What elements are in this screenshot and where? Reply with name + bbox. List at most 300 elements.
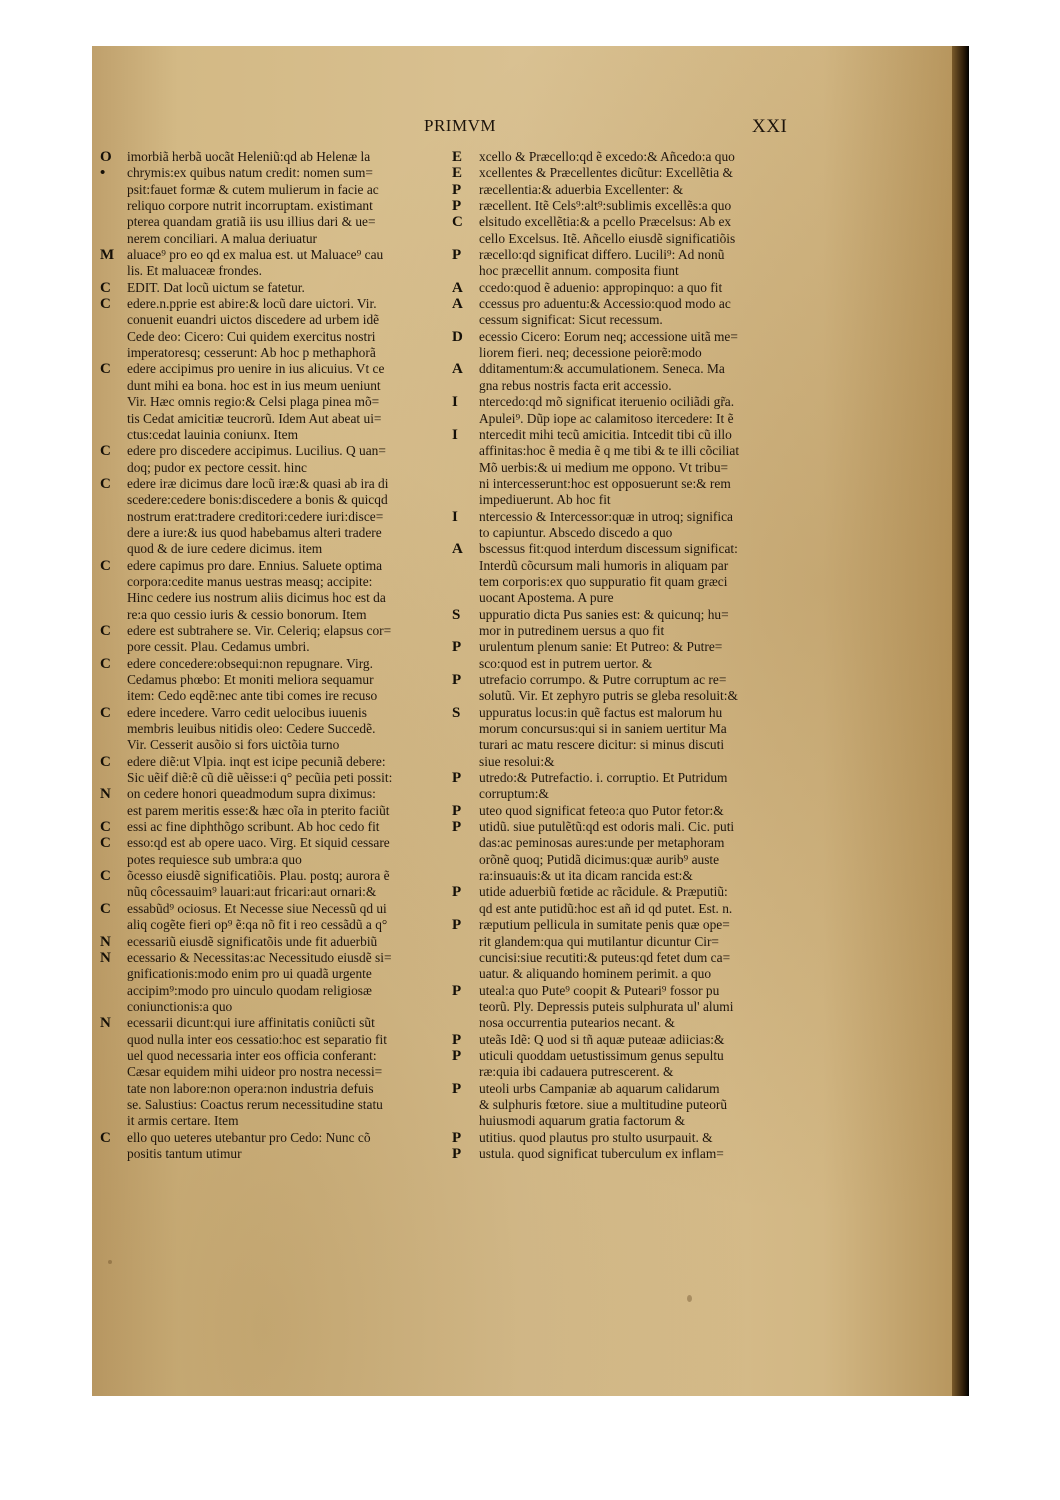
line-text: gna rebus nostris facta erit accessio. (479, 377, 672, 393)
line-text: edere incedere. Varro cedit uelocibus iuuenis (127, 704, 367, 720)
line-text: membris leuibus nitidis oleo: Cedere Succedẽ. (127, 721, 376, 737)
text-line (452, 934, 802, 950)
entry-initial: E (452, 165, 463, 182)
entry-initial: C (100, 475, 111, 492)
entry-initial: A (452, 279, 463, 296)
line-text: ni intercesserunt:hoc est opposuerunt se:& rem (479, 475, 731, 491)
line-text: xcellentes & Præcellentes dicũtur: Excellẽtia & (479, 165, 733, 181)
line-text: edere diẽ:ut Vlpia. inqt est icipe pecuniã debere: (127, 753, 386, 769)
text-line (452, 950, 802, 966)
entry-initial: A (452, 361, 463, 378)
text-line (100, 884, 445, 900)
entry-initial: D (452, 328, 463, 345)
text-line (100, 868, 445, 884)
text-line (452, 345, 802, 361)
entry-initial: P (452, 1031, 462, 1048)
text-line (452, 656, 802, 672)
line-text: liorem fieri. neq; decessione peiorẽ:modo (479, 345, 702, 361)
text-line (452, 443, 802, 459)
line-text: corpora:cedite manus uestras measq; accipite: (127, 573, 373, 589)
entry-initial: P (452, 672, 462, 688)
line-text: scedere:cedere bonis:discedere a bonis & quicqd (127, 492, 388, 508)
entry-initial: C (100, 1129, 111, 1146)
entry-initial: C (100, 835, 111, 852)
line-text: essi ac fine diphthõgo scribunt. Ab hoc cedo fit (127, 819, 380, 835)
line-text: urulentum plenum sanie: Et Putreo: & Putre= (479, 639, 723, 655)
line-text: ntercedit mihi tecũ amicitia. Intcedit tibi cũ illo (479, 426, 732, 442)
line-text: & sulphuris fœtore. siue a multitudine puteorũ (479, 1096, 728, 1112)
text-line (452, 819, 802, 835)
text-line (452, 754, 802, 770)
text-line (100, 966, 445, 982)
line-text: teorũ. Ply. Depressis puteis sulphurata ul' alumi (479, 998, 734, 1014)
entry-initial: C (100, 655, 111, 672)
entry-initial: P (452, 917, 462, 934)
text-line (100, 525, 445, 541)
text-line (452, 672, 802, 688)
text-line (100, 1097, 445, 1113)
line-text: utitius. quod plautus pro stulto usurpauit. & (479, 1129, 713, 1145)
line-text: edere pro discedere accipimus. Lucilius. Q uan= (127, 443, 386, 459)
text-line (100, 835, 445, 851)
text-line (100, 819, 445, 835)
text-line (452, 149, 802, 165)
line-text: cello Excelsus. Itẽ. Añcello eiusdẽ significatiõis (479, 230, 736, 246)
text-line (100, 1032, 445, 1048)
text-line (452, 1146, 802, 1162)
line-text: solutũ. Vir. Et zephyro putris se gleba resoluit:& (479, 688, 738, 704)
line-text: dere a iure:& ius quod habebamus alteri tradere (127, 524, 382, 540)
line-text: cessum significat: Sicut recessum. (479, 312, 663, 328)
text-line (100, 950, 445, 966)
line-text: corruptum:& (479, 786, 549, 802)
line-text: nũq côcessauim⁹ lauari:aut fricari:aut ornari:& (127, 884, 377, 900)
text-line (452, 574, 802, 590)
line-text: nerem conciliari. A malua deriuatur (127, 230, 317, 246)
text-line (452, 378, 802, 394)
line-text: ræ:quia ibi cadauera putrescerent. & (479, 1064, 674, 1080)
line-text: accipim⁹:modo pro uinculo quodam religiosæ (127, 982, 372, 998)
line-text: õcesso eiusdẽ significatiõis. Plau. postq; aurora ẽ (127, 868, 390, 884)
text-line (100, 737, 445, 753)
text-line (452, 1064, 802, 1080)
text-line (100, 705, 445, 721)
line-text: aliq cogẽte fieri op⁹ ẽ:qa nõ fit i reo cessãdũ a q° (127, 917, 388, 933)
text-line (452, 999, 802, 1015)
line-text: ecessariũ eiusdẽ significatõis unde fit aduerbiũ (127, 933, 378, 949)
entry-initial: I (452, 426, 458, 443)
line-text: chrymis:ex quibus natum credit: nomen sum= (127, 165, 373, 181)
entry-initial: I (452, 394, 458, 411)
text-line (452, 835, 802, 851)
line-text: uteo quod significat feteo:a quo Putor fetor:& (479, 802, 724, 818)
text-line (100, 296, 445, 312)
entry-initial: P (452, 1080, 462, 1097)
text-line (100, 1064, 445, 1080)
line-text: affinitas:hoc ẽ media ẽ q me tibi & te illi cõciliat (479, 443, 740, 459)
entry-initial: P (452, 1047, 462, 1064)
line-text: Interdũ cõcursum mali humoris in aliquam par (479, 557, 729, 573)
entry-initial: E (452, 149, 463, 165)
text-line (452, 182, 802, 198)
text-line (100, 803, 445, 819)
entry-initial: C (100, 557, 111, 574)
line-text: ccessus pro aduentu:& Accessio:quod modo ac (479, 296, 731, 312)
line-text: Cedamus phœbo: Et moniti meliora sequamur (127, 672, 374, 687)
text-line (100, 427, 445, 443)
entry-initial: S (452, 606, 461, 623)
text-line (100, 1146, 445, 1162)
line-text: uatur. & aliquando hominem perimit. a quo (479, 966, 712, 982)
line-text: ccedo:quod ẽ aduenio: appropinquo: a quo fit (479, 279, 723, 295)
text-line (100, 901, 445, 917)
text-line (100, 574, 445, 590)
line-text: dditamentum:& accumulationem. Seneca. Ma (479, 361, 725, 377)
entry-initial: C (100, 279, 111, 296)
text-line (100, 1081, 445, 1097)
text-line (100, 443, 445, 459)
text-line (100, 476, 445, 492)
ink-spot (687, 1295, 692, 1302)
text-line (100, 198, 445, 214)
line-text: tate non labore:non opera:non industria defuis (127, 1080, 374, 1096)
text-line (100, 607, 445, 623)
line-text: siue resolui:& (479, 753, 555, 769)
entry-initial: P (452, 1145, 462, 1162)
text-line (100, 721, 445, 737)
line-text: Vir. Cesserit ausõio si fors uictõia turno (127, 737, 340, 753)
line-text: re:a quo cessio iuris & cessio bonorum. Item (127, 606, 367, 622)
text-line (452, 198, 802, 214)
line-text: uppuratus locus:in quẽ factus est malorum hu (479, 704, 723, 720)
text-line (100, 231, 445, 247)
text-line (100, 786, 445, 802)
line-text: EDIT. Dat locũ uictum se fatetur. (127, 279, 305, 295)
line-text: Vir. Hæc omnis regio:& Celsi plaga pinea mõ= (127, 394, 380, 410)
line-text: to capiuntur. Abscedo discedo a quo (479, 524, 673, 540)
line-text: ecessarii dicunt:qui iure affinitatis coniũcti sũt (127, 1015, 375, 1031)
line-text: est parem meritis esse:& hæc oĩa in pterito faciũt (127, 802, 390, 818)
line-text: mor in putredinem uersus a quo fit (479, 622, 665, 638)
text-line (452, 231, 802, 247)
entry-initial: A (452, 296, 463, 313)
text-line (452, 803, 802, 819)
line-text: it armis certare. Item (127, 1113, 239, 1129)
line-text: ræputium pellicula in sumitate penis quæ ope= (479, 917, 730, 933)
text-line (452, 1130, 802, 1146)
text-line (100, 1015, 445, 1031)
line-text: utide aduerbiũ fœtide ac rãcidule. & Præputiũ: (479, 884, 728, 900)
text-line (452, 917, 802, 933)
left-column (100, 149, 445, 1162)
line-text: utredo:& Putrefactio. i. corruptio. Et Putridum (479, 770, 728, 786)
text-line (452, 558, 802, 574)
running-head: PRIMVM (424, 116, 496, 135)
text-line (100, 394, 445, 410)
text-line (100, 149, 445, 165)
scanned-page (92, 46, 969, 1396)
text-line (100, 917, 445, 933)
text-line (452, 623, 802, 639)
entry-initial: N (100, 949, 111, 966)
entry-initial: C (100, 296, 111, 313)
entry-initial: C (100, 900, 111, 917)
line-text: rit glandem:qua qui mutilantur dicuntur Cir= (479, 933, 719, 949)
line-text: item: Cedo eqdẽ:nec ante tibi comes ire recuso (127, 688, 378, 704)
line-text: imperatoresq; cesserunt: Ab hoc p methaphorã (127, 345, 376, 361)
right-column (452, 149, 802, 1162)
line-text: utidũ. siue putulẽtũ:qd est odoris mali. Cic. puti (479, 819, 735, 835)
text-line (452, 460, 802, 476)
line-text: Hinc cedere ius nostrum aliis dicimus hoc est da (127, 590, 386, 606)
line-text: edere.n.pprie est abire:& locũ dare uictori. Vir. (127, 296, 377, 312)
line-text: elsitudo excellẽtia:& a pcello Præcelsus: Ab ex (479, 214, 732, 230)
line-text: pore cessit. Plau. Cedamus umbri. (127, 639, 310, 655)
line-text: imorbiã herbã uocãt Heleniũ:qd ab Helenæ la (127, 149, 371, 164)
line-text: orõnẽ quoq; Putidã dicimus:quæ aurib⁹ auste (479, 851, 720, 867)
text-line (100, 247, 445, 263)
line-text: qd est ante putidũ:hoc est añ id qd putet. Est. n. (479, 900, 733, 916)
text-line (452, 639, 802, 655)
entry-initial: • (100, 165, 106, 182)
entry-initial: C (100, 361, 111, 378)
text-line (452, 280, 802, 296)
text-line (100, 280, 445, 296)
line-text: uteãs Idẽ: Q uod si tñ aquæ puteaæ adiicias:& (479, 1031, 725, 1047)
text-line (452, 361, 802, 377)
text-line (452, 263, 802, 279)
entry-initial: N (100, 933, 111, 950)
line-text: positis tantum utimur (127, 1145, 242, 1161)
text-line (452, 770, 802, 786)
line-text: morum concursus:qui si in saniem uertitur Ma (479, 721, 727, 737)
text-line (452, 476, 802, 492)
entry-initial: O (100, 149, 112, 165)
text-line (452, 427, 802, 443)
line-text: edere accipimus pro uenire in ius alicuius. Vt ce (127, 361, 385, 377)
line-text: uteal:a quo Pute⁹ coopit & Puteari⁹ fossor pu (479, 982, 720, 998)
line-text: ecessio Cicero: Eorum neq; accessione uitã me= (479, 328, 738, 344)
text-line (100, 492, 445, 508)
line-text: conuenit euandri uictos discedere ad urbem idẽ (127, 312, 380, 328)
text-line (100, 770, 445, 786)
text-line (100, 1048, 445, 1064)
text-line (452, 868, 802, 884)
text-line (452, 1081, 802, 1097)
text-line (100, 329, 445, 345)
entry-initial: A (452, 541, 463, 558)
text-line (100, 312, 445, 328)
line-text: uppuratio dicta Pus sanies est: & quicunq; hu= (479, 606, 729, 622)
text-line (100, 361, 445, 377)
line-text: edere capimus pro dare. Ennius. Saluete optima (127, 557, 383, 573)
line-text: lis. Et maluaceæ frondes. (127, 263, 262, 279)
line-text: sco:quod est in putrem uertor. & (479, 655, 653, 671)
line-text: edere concedere:obsequi:non repugnare. Virg. (127, 655, 373, 671)
line-text: edere iræ dicimus dare locũ iræ:& quasi ab ira di (127, 475, 389, 491)
line-text: uticuli quoddam uetustissimum genus sepultu (479, 1047, 724, 1063)
entry-initial: P (452, 770, 462, 787)
text-line (452, 983, 802, 999)
text-line (452, 247, 802, 263)
text-line (452, 590, 802, 606)
line-text: ræcello:qd significat differo. Lucili⁹: Ad nonũ (479, 247, 725, 263)
text-line (452, 966, 802, 982)
line-text: Apulei⁹. Dũp iope ac calamitoso itercedere: It ẽ (479, 410, 734, 426)
line-text: Cæsar equidem mihi uideor pro nostra necessi= (127, 1064, 383, 1080)
line-text: Sic uẽif diẽ:ẽ cũ diẽ uẽisse:i q° pecũia peti possit: (127, 770, 393, 786)
text-line (100, 999, 445, 1015)
text-line (100, 639, 445, 655)
text-line (100, 541, 445, 557)
line-text: coniunctionis:a quo (127, 998, 233, 1014)
line-text: Mõ uerbis:& ui medium me oppono. Vt tribu= (479, 459, 729, 475)
entry-initial: P (452, 247, 462, 264)
line-text: ræcellentia:& aduerbia Excellenter: & (479, 181, 684, 197)
text-line (452, 721, 802, 737)
text-line (100, 558, 445, 574)
text-line (100, 590, 445, 606)
entry-initial: P (452, 982, 462, 999)
entry-initial: P (452, 802, 462, 819)
text-line (452, 1048, 802, 1064)
line-text: nosa occurrentia putearios necant. & (479, 1015, 675, 1031)
text-line (100, 754, 445, 770)
line-text: impediuerunt. Ab hoc fit (479, 492, 611, 508)
line-text: das:ac peminosas aures:unde per metaphoram (479, 835, 725, 851)
text-line (452, 214, 802, 230)
folio-number: XXI (752, 116, 788, 137)
entry-initial: N (100, 786, 111, 803)
text-line (100, 509, 445, 525)
text-line (100, 852, 445, 868)
line-text: gnificationis:modo enim pro ui quadã urgente (127, 966, 372, 982)
text-line (100, 983, 445, 999)
line-text: cuncisi:siue recutiti:& puteus:qd fetet dum ca= (479, 949, 731, 965)
page-edge-shadow (952, 46, 969, 1396)
text-line (452, 607, 802, 623)
entry-initial: C (100, 622, 111, 639)
text-line (100, 1113, 445, 1129)
text-line (452, 165, 802, 181)
line-text: reliquo corpore nutrit incorruptam. existimant (127, 198, 373, 214)
line-text: pterea quandam gratiã iis usu illius dari & ue= (127, 214, 376, 230)
line-text: ræcellent. Itẽ Cels⁹:alt⁹:sublimis excellẽs:a quo (479, 198, 732, 214)
line-text: ecessario & Necessitas:ac Necessitudo eiusdẽ si= (127, 949, 392, 965)
line-text: psit:fauet formæ & cutem mulierum in facie ac (127, 181, 379, 197)
line-text: aluace⁹ pro eo qd ex malua est. ut Maluace⁹ cau (127, 247, 384, 263)
text-line (100, 411, 445, 427)
text-line (100, 214, 445, 230)
line-text: se. Salustius: Coactus rerum necessitudine statu (127, 1096, 383, 1112)
text-line (100, 672, 445, 688)
line-text: hoc præcellit annum. composita fiunt (479, 263, 679, 279)
line-text: utrefacio corrumpo. & Putre corruptum ac re= (479, 672, 727, 687)
text-line (452, 852, 802, 868)
entry-initial: C (100, 819, 111, 836)
entry-initial: C (100, 868, 111, 885)
entry-initial: P (452, 884, 462, 901)
line-text: uteoli urbs Campaniæ ab aquarum calidarum (479, 1080, 720, 1096)
text-line (452, 541, 802, 557)
text-line (100, 263, 445, 279)
text-line (452, 411, 802, 427)
line-text: xcello & Præcello:qd ẽ excedo:& Añcedo:a quo (479, 149, 735, 164)
text-line (452, 705, 802, 721)
text-line (452, 296, 802, 312)
entry-initial: C (100, 753, 111, 770)
text-line (452, 1113, 802, 1129)
entry-initial: P (452, 181, 462, 198)
entry-initial: P (452, 639, 462, 656)
line-text: bscessus fit:quod interdum discessum significat: (479, 541, 738, 557)
text-line (452, 1097, 802, 1113)
line-text: edere est subtrahere se. Vir. Celeriq; elapsus cor= (127, 622, 392, 638)
entry-initial: P (452, 1129, 462, 1146)
line-text: dunt mihi ea bona. hoc est in ius meum ueniunt (127, 377, 381, 393)
text-line (452, 525, 802, 541)
entry-initial: S (452, 704, 461, 721)
entry-initial: C (452, 214, 463, 231)
line-text: ra:insuauis:& ut ita dicam rancida est:& (479, 868, 693, 884)
entry-initial: I (452, 508, 458, 525)
line-text: ello quo ueteres utebantur pro Cedo: Nunc cõ (127, 1129, 371, 1145)
text-line (452, 312, 802, 328)
entry-initial: P (452, 819, 462, 836)
line-text: ustula. quod significat tuberculum ex inflam= (479, 1145, 724, 1161)
line-text: tem corporis:ex quo suppuratio fit quam græci (479, 573, 728, 589)
line-text: essabũd⁹ ociosus. Et Necesse siue Necessũ qd ui (127, 900, 387, 916)
line-text: ntercedo:qd mõ significat iteruenio ociliãdi gr̃a. (479, 394, 735, 410)
text-line (452, 688, 802, 704)
line-text: tis Cedat amicitiæ teucrorũ. Idem Aut abeat ui= (127, 410, 382, 426)
line-text: ntercessio & Intercessor:quæ in utroq; significa (479, 508, 733, 524)
entry-initial: M (100, 247, 115, 264)
text-line (452, 1032, 802, 1048)
line-text: doq; pudor ex pectore cessit. hinc (127, 459, 307, 475)
entry-initial: C (100, 443, 111, 460)
line-text: esso:qd est ab opere uaco. Virg. Et siquid cessare (127, 835, 390, 851)
text-line (100, 378, 445, 394)
text-line (452, 492, 802, 508)
text-line (452, 509, 802, 525)
text-line (452, 901, 802, 917)
line-text: huiusmodi aquarum gratia factorum & (479, 1113, 686, 1129)
line-text: quod & de iure cedere dicimus. item (127, 541, 323, 557)
text-line (452, 329, 802, 345)
line-text: potes requiesce sub umbra:a quo (127, 851, 302, 867)
text-line (452, 786, 802, 802)
text-line (100, 165, 445, 181)
entry-initial: C (100, 704, 111, 721)
text-line (452, 1015, 802, 1031)
text-line (100, 1130, 445, 1146)
line-text: Cede deo: Cicero: Cui quidem exercitus nostri (127, 328, 376, 344)
entry-initial: N (100, 1015, 111, 1032)
ink-spot (108, 1260, 112, 1264)
text-line (452, 737, 802, 753)
text-line (452, 394, 802, 410)
line-text: nostrum erat:tradere creditori:cedere iuri:disce= (127, 508, 384, 524)
line-text: on cedere honori queadmodum supra diximus: (127, 786, 376, 802)
page-leaf (92, 46, 952, 1396)
text-line (100, 656, 445, 672)
text-line (100, 460, 445, 476)
entry-initial: P (452, 198, 462, 215)
line-text: uocant Apostema. A pure (479, 590, 614, 606)
text-line (100, 182, 445, 198)
line-text: ctus:cedat lauinia coniunx. Item (127, 426, 299, 442)
